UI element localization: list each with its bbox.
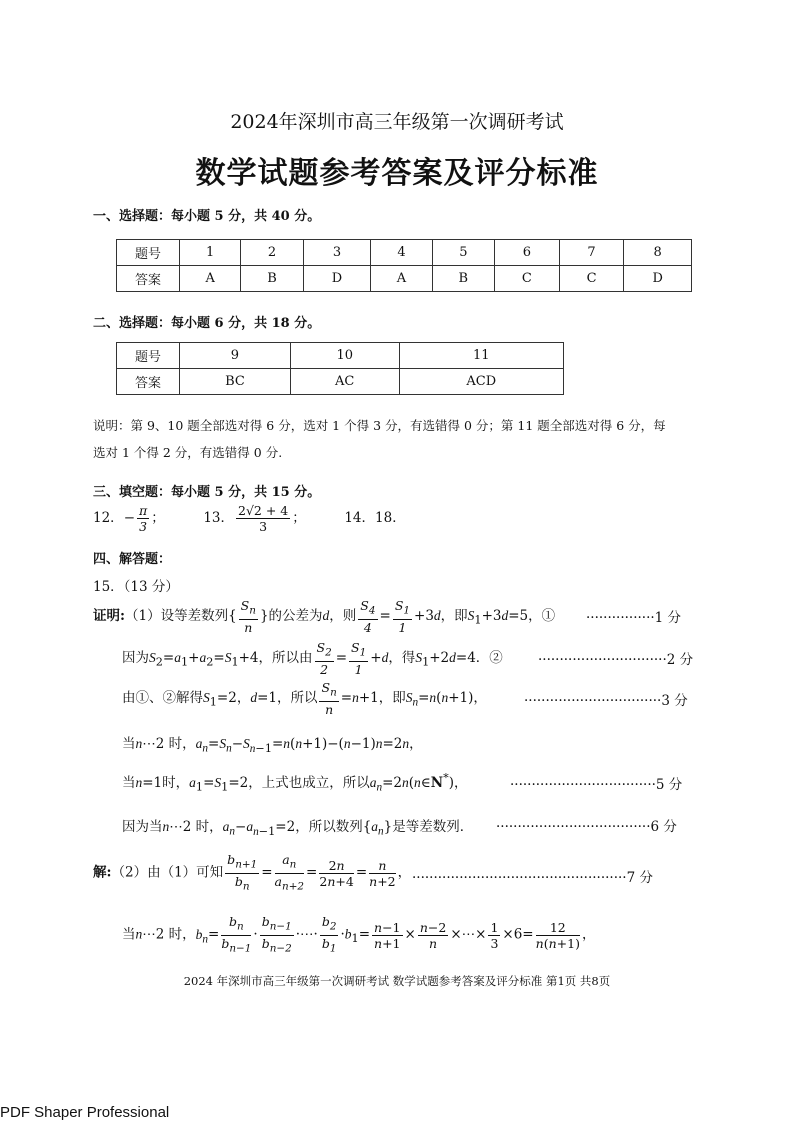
- proof-line-4: 当n⋯2 时，$a_n=S_n-S_{n-1}=n(n+1)-(n-1)n=2n$，: [122, 736, 423, 755]
- answer-cell: B: [241, 266, 303, 292]
- question-number: 7: [559, 240, 624, 266]
- points-7: ··················································7 分: [412, 870, 653, 886]
- section3-heading: 三、填空题：每小题 5 分，共 15 分。: [93, 485, 321, 500]
- answer-cell: ACD: [399, 369, 563, 395]
- answer-cell: D: [303, 266, 371, 292]
- answer-cell: C: [559, 266, 624, 292]
- points-1: ················1 分: [586, 610, 682, 626]
- fill-in-answers: 12．− $\frac{\pi}{3}$ ； 13． $\frac{2√2 + 4}{3}$ ； 14．18．: [93, 503, 406, 534]
- question-number: 1: [180, 240, 241, 266]
- points-2: ······························2 分: [538, 652, 694, 668]
- answer-cell: AC: [290, 369, 399, 395]
- answer-12-denominator: 3: [139, 519, 148, 534]
- answer-14: 14．18．: [344, 510, 406, 526]
- answer-12-label: 12．: [93, 510, 124, 526]
- section2-answer-table: [116, 342, 564, 395]
- row-label-answer: 答案: [117, 369, 180, 395]
- question-number: 2: [241, 240, 303, 266]
- document-title: 2024年深圳市高三年级第一次调研考试: [230, 111, 564, 133]
- proof-label: 证明:: [93, 607, 125, 624]
- question-15-heading: 15．（13 分）: [93, 579, 179, 595]
- answer-cell: A: [180, 266, 241, 292]
- answer-13-numerator: 2√2 + 4: [238, 503, 289, 518]
- proof-line-3: 由①、②解得$S_1=2$，d=1，所以 $\frac{S_n}{n}$ =n+1，即$S_n=n(n+1)$，: [122, 680, 487, 717]
- question-number: 3: [303, 240, 371, 266]
- scoring-note-line2: 选对 1 个得 2 分，有选错得 0 分.: [93, 445, 283, 460]
- answer-cell: D: [624, 266, 692, 292]
- question-number: 5: [432, 240, 494, 266]
- proof-line-6: 因为当n⋯2 时，$a_n-a_{n-1}=2$，所以数列$\{a_n\}$是等差数列．: [122, 819, 474, 838]
- answer-12-numerator: π: [139, 503, 148, 518]
- answer-cell: B: [432, 266, 494, 292]
- question-number: 6: [495, 240, 560, 266]
- question-number: 8: [624, 240, 692, 266]
- scoring-note-line1: 说明：第 9、10 题全部选对得 6 分，选对 1 个得 3 分，有选错得 0 分；第 11 题全部选对得 6 分，每: [93, 418, 666, 433]
- section1-heading: 一、选择题：每小题 5 分，共 40 分。: [93, 209, 321, 224]
- solution-label: 解:: [93, 864, 112, 881]
- document-subtitle: 数学试题参考答案及评分标准: [195, 156, 599, 191]
- answer-13-denominator: 3: [259, 519, 268, 534]
- row-label-number: 题号: [117, 240, 180, 266]
- question-number: 9: [180, 343, 291, 369]
- page-footer: 2024 年深圳市高三年级第一次调研考试 数学试题参考答案及评分标准 第1页 共8页: [183, 974, 611, 988]
- proof-line-1: 证明:（1）设等差数列{ $\frac{S_n}{n}$ }的公差为d，则 $\frac{S_4}{4}$ = $\frac{S_1}{1}$ +3d，即$S_1+3d=5$，①: [93, 598, 556, 635]
- proof-line-5: 当n=1时，$a_1=S_1=2$，上式也成立，所以$a_n=2n(n\in N^*)$，: [122, 771, 468, 794]
- solution-line-1: 解:（2）由（1）可知 $\frac{b_{n+1}}{b_n}$ = $\frac{a_n}{a_{n+2}}$ = $\frac{2n}{2n+4}$ = $\frac{n}{n+2}$ ，: [93, 852, 412, 892]
- section4-heading: 四、解答题：: [93, 552, 172, 567]
- points-5: ··································5 分: [510, 777, 683, 793]
- points-6: ····································6 分: [496, 819, 677, 835]
- question-number: 11: [399, 343, 563, 369]
- answer-cell: BC: [180, 369, 291, 395]
- proof-line-2: 因为$S_2=a_1+a_2=S_1+4$，所以由 $\frac{S_2}{2}$ = $\frac{S_1}{1}$ +d，得$S_1+2d=4$．②: [122, 640, 503, 677]
- question-number: 4: [371, 240, 432, 266]
- points-3: ································3 分: [524, 693, 688, 709]
- solution-line-2: 当n⋯2 时，$b_n=$ $\frac{b_n}{b_{n-1}}$ · $\frac{b_{n-1}}{b_{n-2}}$ ·⋯· $\frac{b_2}{b_1}$ $\cdot b_1=$ $\frac{n-1}{n+1}$ × $\frac{n-2}{n}$ ×⋯× $\frac{1}{3}$ ×6= $\frac{12}{n(n+1)}$ ，: [122, 914, 596, 954]
- answer-13-label: 13．: [203, 510, 234, 526]
- answer-cell: A: [371, 266, 432, 292]
- row-label-answer: 答案: [117, 266, 180, 292]
- section2-heading: 二、选择题：每小题 6 分，共 18 分。: [93, 316, 321, 331]
- answer-cell: C: [495, 266, 560, 292]
- watermark: PDF Shaper Professional: [0, 1104, 170, 1121]
- section1-answer-table: [116, 239, 692, 292]
- row-label-number: 题号: [117, 343, 180, 369]
- question-number: 10: [290, 343, 399, 369]
